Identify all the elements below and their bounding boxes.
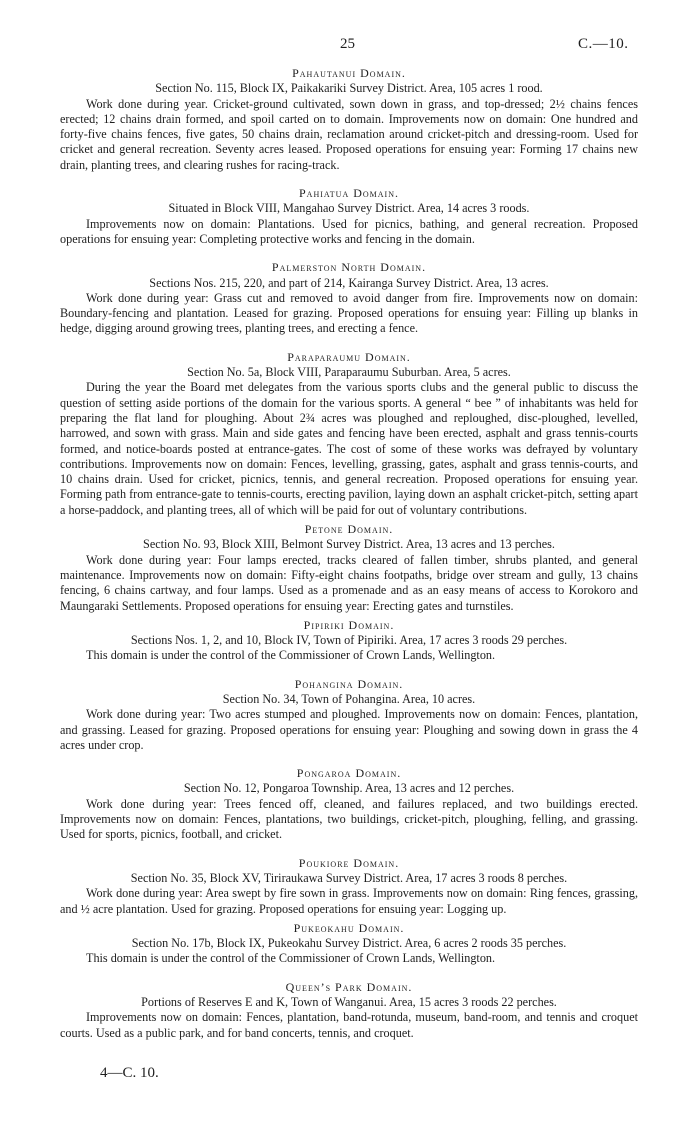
section-subtitle: Section No. 34, Town of Pohangina. Area, 10 acres.: [222, 691, 476, 706]
section-subtitle: Situated in Block VIII, Mangahao Survey District. Area, 14 acres 3 roods.: [168, 201, 530, 216]
section-subtitle: Section No. 115, Block IX, Paikakariki Survey District. Area, 105 acres 1 rood.: [155, 81, 543, 96]
section-poukiore: [60, 856, 638, 917]
section-pohangina: [60, 677, 638, 753]
section-paragraph: Improvements now on domain: Fences, plantation, band-rotunda, museum, band-room, and tennis and croquet courts. Used as a public park, and for band concerts, tennis, and croquet.: [60, 1010, 638, 1040]
section-pahiatua: [60, 186, 638, 247]
section-pukeokahu: [60, 921, 638, 967]
section-paragraph: Work done during year: Trees fenced off, cleaned, and failures replaced, and two buildings erected. Improvements now on domain: Fences, plantations, two buildings, cricket-pitch, ploughing, felling, and grassing. Used for sports, picnics, football, and cricket.: [60, 796, 638, 842]
section-queens-park: [60, 980, 638, 1041]
section-paraparaumu: [60, 350, 638, 518]
section-subtitle: Sections Nos. 215, 220, and part of 214, Kairanga Survey District. Area, 13 acres.: [149, 275, 549, 290]
section-title: Pukeokahu Domain.: [293, 920, 405, 935]
section-paragraph: Work done during year: Grass cut and removed to avoid danger from fire. Improvements now on domain: Boundary-fencing and plantation. Leased for grazing. Proposed operations for ensuing year: Filling up blanks in hedge, digging around growing trees, planting trees, and erecting a fence.: [60, 290, 638, 336]
section-pongaroa: [60, 766, 638, 842]
section-pahautanui: [60, 66, 638, 173]
section-subtitle: Sections Nos. 1, 2, and 10, Block IV, Town of Pipiriki. Area, 17 acres 3 roods 29 perches.: [130, 633, 568, 648]
section-subtitle: Portions of Reserves E and K, Town of Wanganui. Area, 15 acres 3 roods 22 perches.: [141, 995, 557, 1010]
section-petone: [60, 522, 638, 614]
section-title: Paraparaumu Domain.: [287, 349, 411, 364]
section-paragraph: During the year the Board met delegates from the various sports clubs and the general public to discuss the question of setting aside portions of the domain for the various sports. A general “ bee ” of inhabitants was held for preparing the flat land for ploughing. About 2¾ acres was ploughed and reploughed, disc-ploughed, levelled, harrowed, and sown with grass. Main and side gates and fencing have been erected, asphalt and grass tennis-courts formed, and notice-boards posted at entrance-gates. The cost of some of these works was defrayed by voluntary contributions. Improvements now on domain: Fences, levelling, grassing, gates, asphalt and grass tennis-courts, and 10 chains drain. Used for cricket, picnics, tennis, and general recreation. Proposed operations for ensuing year. Forming path from entrance-gate to tennis-courts, erecting pavilion, laying down an asphalt cricket-pitch, setting apart a horse-paddock, and planting trees, all of which will be paid for out of voluntary contributions.: [60, 380, 638, 517]
section-title: Palmerston North Domain.: [271, 260, 427, 275]
section-title: Pahiatua Domain.: [299, 186, 399, 201]
section-paragraph: Work done during year: Area swept by fire sown in grass. Improvements now on domain: Ring fences, grassing, and ½ acre plantation. Used for grazing. Proposed operations for ensuing year: Logging up.: [60, 886, 638, 916]
section-title: Pipiriki Domain.: [303, 617, 395, 632]
signature-mark: 4—C. 10.: [100, 1065, 159, 1081]
section-title: Pahautanui Domain.: [292, 66, 406, 80]
section-subtitle: Section No. 5a, Block VIII, Paraparaumu Suburban. Area, 5 acres.: [187, 365, 511, 380]
section-subtitle: Section No. 93, Block XIII, Belmont Survey District. Area, 13 acres and 13 perches.: [143, 537, 555, 552]
section-paragraph: Work done during year: Four lamps erected, tracks cleared of fallen timber, shrubs planted, and general maintenance. Improvements now on domain: Fifty-eight chains footpaths, bridge over stream and gully, 13 chains fencing, 6 chains cartway, and four lamps. Used as a promenade and as an easy means of access to Korokoro and Maungaraki Settlements. Proposed operations for ensuing year: Erecting gates and turnstiles.: [60, 552, 638, 613]
section-pipiriki: [60, 618, 638, 664]
page-body: [60, 66, 638, 1054]
section-subtitle: Section No. 12, Pongaroa Township. Area, 13 acres and 12 perches.: [183, 781, 515, 796]
section-title: Petone Domain.: [304, 522, 394, 537]
section-subtitle: Section No. 35, Block XV, Tiriraukawa Survey District. Area, 17 acres 3 roods 8 perches.: [130, 870, 568, 885]
section-paragraph: Work done during year: Two acres stumped and ploughed. Improvements now on domain: Fences, plantation, and grassing. Leased for grazing. Proposed operations for ensuing year: Ploughing and sowing down in grass the 4 acres under crop.: [60, 707, 638, 752]
section-subtitle: Section No. 17b, Block IX, Pukeokahu Survey District. Area, 6 acres 2 roods 35 perches.: [131, 936, 567, 951]
section-palmerston-north: [60, 260, 638, 336]
section-title: Pongaroa Domain.: [296, 766, 402, 781]
section-paragraph: This domain is under the control of the Commissioner of Crown Lands, Wellington.: [86, 648, 496, 663]
section-paragraph: Improvements now on domain: Plantations. Used for picnics, bathing, and general recreation. Proposed operations for ensuing year: Completing protective works and fencing in the domain.: [60, 216, 638, 246]
section-title: Queen’s Park Domain.: [285, 979, 413, 994]
section-title: Pohangina Domain.: [294, 676, 404, 691]
section-title: Poukiore Domain.: [298, 855, 400, 870]
report-reference: C.—10.: [578, 36, 629, 52]
page-number: 25: [340, 36, 355, 52]
section-paragraph: This domain is under the control of the Commissioner of Crown Lands, Wellington.: [86, 951, 496, 966]
section-paragraph: Work done during year. Cricket-ground cultivated, sown down in grass, and top-dressed; 2½ chains fences erected; 12 chains drain formed, and spoil carted on to domain. Improvements now on domain: One hundred and forty-five chains fences, five gates, 50 chains drain, reclamation around cricket-pitch and dressing-room. Used for cricket and general recreation. Seventy acres leased. Proposed operations for ensuing year: Forming 17 chains new drain, planting trees, and clearing rushes for racing-track.: [60, 96, 638, 172]
